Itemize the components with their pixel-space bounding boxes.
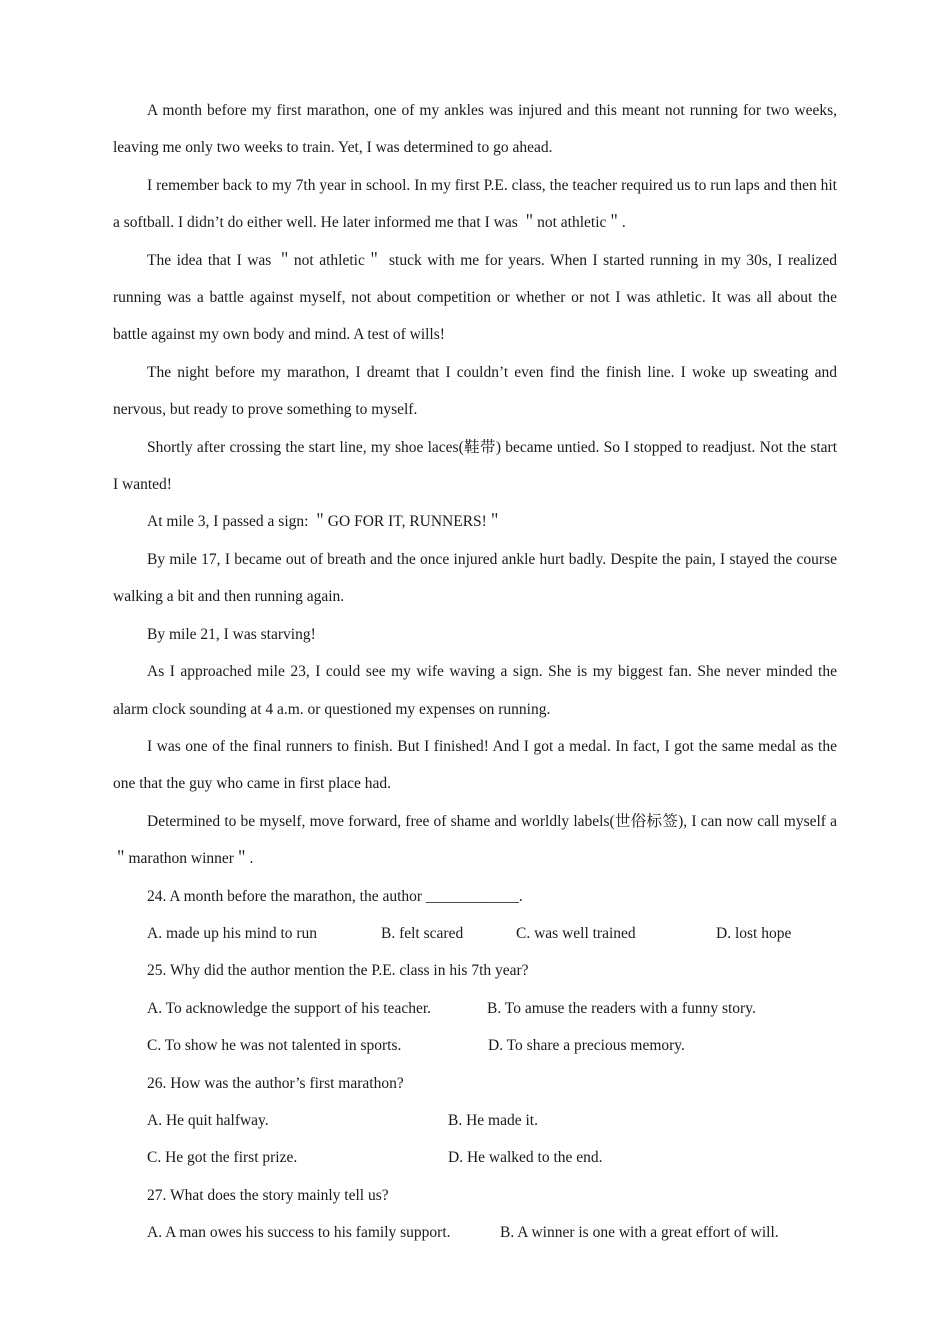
question-options <box>113 1102 837 1139</box>
passage-paragraph: A month before my first marathon, one of my ankles was injured and this meant not running for two weeks, leaving me only two weeks to train. Yet, I was determined to go ahead. <box>113 102 837 157</box>
option-a: A. A man owes his success to his family support. <box>147 1224 451 1242</box>
option-c: C. He got the first prize. <box>147 1149 298 1167</box>
passage-paragraph: Determined to be myself, move forward, free of shame and worldly labels(世俗标签), I can now call myself a ＂marathon winner＂. <box>113 812 837 868</box>
passage-paragraph: Shortly after crossing the start line, my shoe laces(鞋带) became untied. So I stopped to readjust. Not the start I wanted! <box>113 438 837 494</box>
option-a: A. He quit halfway. <box>147 1111 269 1129</box>
passage-paragraph: I remember back to my 7th year in school. In my first P.E. class, the teacher required us to run laps and then hit a softball. I didn’t do either well. He later informed me that I was ＂not athletic＂. <box>113 176 837 232</box>
question-options <box>113 915 837 952</box>
document-page <box>113 92 837 1252</box>
option-a: A. To acknowledge the support of his teacher. <box>147 999 432 1017</box>
passage-paragraph: The idea that I was ＂not athletic＂ stuck with me for years. When I started running in my 30s, I realized running was a battle against myself, not about competition or whether or not I was athletic. It was all about the battle against my own body and mind. A test of wills! <box>113 251 837 344</box>
option-d: D. He walked to the end. <box>448 1149 603 1167</box>
question-options <box>113 1139 837 1176</box>
option-a: A. made up his mind to run <box>147 924 318 942</box>
option-b: B. felt scared <box>381 924 464 942</box>
option-d: D. lost hope <box>716 924 792 942</box>
option-d: D. To share a precious memory. <box>488 1037 685 1055</box>
option-c: C. To show he was not talented in sports. <box>147 1037 402 1055</box>
passage-paragraph: I was one of the final runners to finish. But I finished! And I got a medal. In fact, I got the same medal as the one that the guy who came in first place had. <box>113 737 837 793</box>
question-options <box>113 1214 837 1251</box>
question-stem: 26. How was the author’s first marathon? <box>147 1074 404 1092</box>
option-c: C. was well trained <box>516 924 636 942</box>
option-b: B. He made it. <box>448 1111 538 1129</box>
option-b: B. A winner is one with a great effort of will. <box>500 1224 779 1242</box>
passage-paragraph: By mile 17, I became out of breath and the once injured ankle hurt badly. Despite the pain, I stayed the course walking a bit and then running again. <box>113 550 837 606</box>
passage-paragraph: The night before my marathon, I dreamt that I couldn’t even find the finish line. I woke up sweating and nervous, but ready to prove something to myself. <box>113 363 837 419</box>
passage-paragraph: At mile 3, I passed a sign: ＂GO FOR IT, RUNNERS!＂ <box>147 513 503 531</box>
passage-paragraph: As I approached mile 23, I could see my wife waving a sign. She is my biggest fan. She never minded the alarm clock sounding at 4 a.m. or questioned my expenses on running. <box>113 663 837 718</box>
question-options <box>113 990 837 1027</box>
question-stem: 25. Why did the author mention the P.E. class in his 7th year? <box>147 962 529 980</box>
question-stem: 27. What does the story mainly tell us? <box>147 1186 389 1204</box>
passage-paragraph: By mile 21, I was starving! <box>147 625 316 643</box>
option-b: B. To amuse the readers with a funny story. <box>487 999 756 1017</box>
question-options <box>113 1027 837 1064</box>
question-stem: 24. A month before the marathon, the author ____________. <box>147 887 523 905</box>
